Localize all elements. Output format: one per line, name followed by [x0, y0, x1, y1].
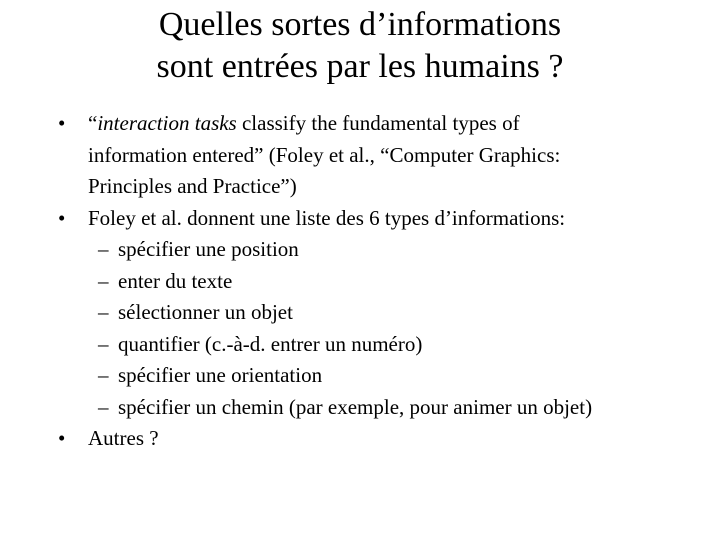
bullet-interaction-tasks: [58, 108, 698, 203]
italic-term: interaction tasks: [97, 111, 237, 135]
sub-item-text: quantifier (c.-à-d. entrer un numéro): [118, 331, 423, 356]
bullet-foley-list: [58, 203, 698, 235]
bullet-autres: [58, 423, 698, 455]
slide-body: [58, 108, 698, 455]
quote-open: “: [88, 111, 98, 135]
sub-list: [58, 234, 698, 423]
bullet-1-line-2: information entered” (Foley et al., “Computer Graphics:: [88, 142, 561, 167]
sub-item-text: spécifier une position: [118, 237, 299, 261]
list-item: [58, 266, 698, 298]
sub-marker: –: [98, 331, 109, 356]
sub-item-text: enter du texte: [118, 268, 233, 293]
sub-marker: –: [98, 363, 109, 387]
sub-marker: –: [98, 394, 109, 419]
bullet-marker: •: [58, 205, 66, 230]
list-item: [58, 234, 698, 266]
bullet-2-text: Foley et al. donnent une liste des 6 types d’informations:: [88, 205, 566, 230]
list-item: [58, 392, 698, 424]
list-item: [58, 329, 698, 361]
sub-item-text: spécifier un chemin (par exemple, pour animer un objet): [118, 394, 593, 419]
sub-marker: –: [98, 237, 109, 261]
bullet-3-text: Autres ?: [88, 426, 159, 450]
title-line-1: Quelles sortes d’informations: [158, 6, 562, 43]
list-item: [58, 297, 698, 329]
title-line-2: sont entrées par les humains ?: [156, 48, 564, 85]
bullet-1-line-1-rest: classify the fundamental types of: [236, 111, 520, 135]
list-item: [58, 360, 698, 392]
sub-marker: –: [98, 268, 109, 293]
slide-title: [60, 4, 660, 88]
sub-item-text: sélectionner un objet: [118, 300, 293, 324]
bullet-marker: •: [58, 426, 66, 450]
sub-item-text: spécifier une orientation: [118, 363, 323, 387]
bullet-1-line-3: Principles and Practice”): [88, 174, 297, 198]
bullet-marker: •: [58, 111, 66, 135]
sub-marker: –: [98, 300, 109, 324]
bullet-1-line-1: [88, 108, 698, 140]
